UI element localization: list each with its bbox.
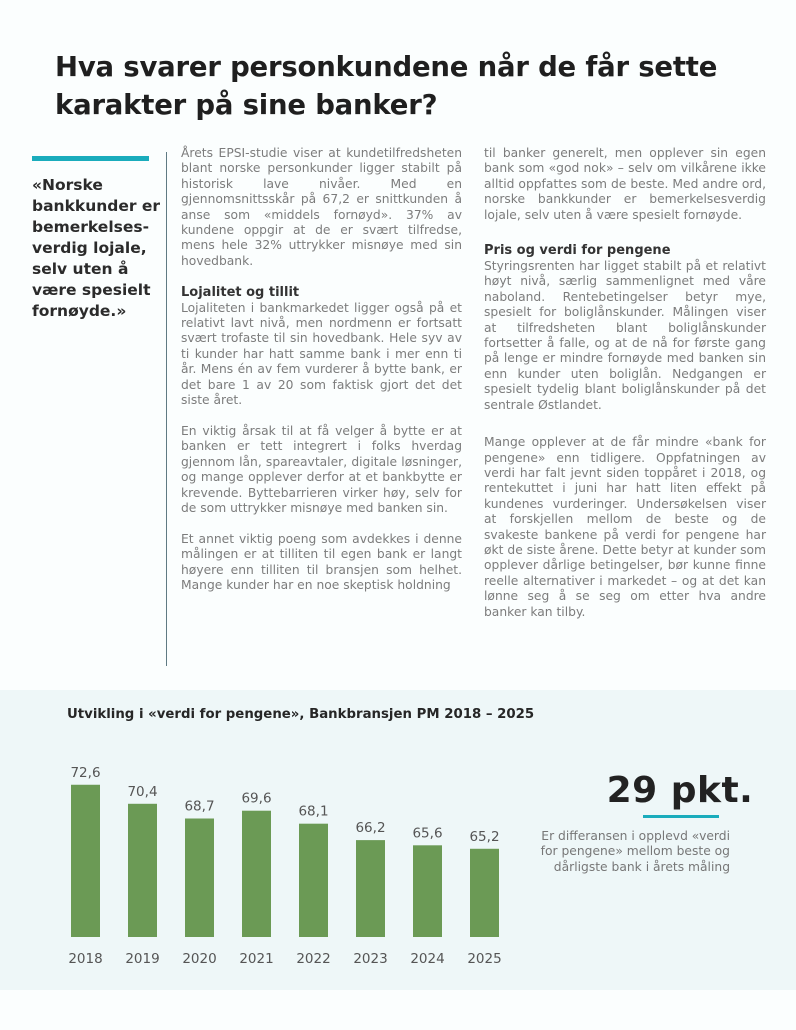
pull-quote: «Norske bankkunder er bemerkelses-verdig lojale, selv uten å være spesielt fornøyde.» <box>32 176 161 320</box>
section-heading-loyalty: Lojalitet og tillit <box>181 284 300 300</box>
intro-paragraph: Årets EPSI-studie viser at kundetilfredsheten blant norske personkunder ligger stabilt på historisk lave nivåer. Med en gjennomsnittsskår på 67,2 er snittkunden å anse som «middels fornøyd». 37% av kundene oppgir at de er svært tilfredse, mens hele 32% uttrykker misnøye med sin hovedbank. <box>181 146 462 268</box>
bar-2019 <box>128 804 157 937</box>
bar-2024 <box>413 845 442 937</box>
bar-2018 <box>71 785 100 937</box>
chart-title: Utvikling i «verdi for pengene», Bankbransjen PM 2018 – 2025 <box>67 707 535 722</box>
loyalty-paragraph-1: Lojaliteten i bankmarkedet ligger også på et relativt lavt nivå, men nordmenn er fortsatt svært trofaste til sin hovedbank. Hele syv av ti kunder har hatt samme bank i mer enn ti år. Mens én av fem vurderer å bytte bank, er det bare 1 av 20 som faktisk gjort det det siste året. <box>181 300 462 408</box>
bar-2023 <box>356 840 385 937</box>
value-label-2024: 65,6 <box>412 825 443 842</box>
loyalty-paragraph-2: En viktig årsak til at få velger å bytte er at banken er tett integrert i folks hverdag gjennom lån, spareavtaler, digitale løsninger, og mange opplever derfor at et bankbytte er krevende. Byttebarrieren virker høy, selv for de som uttrykker misnøye med banken sin. <box>181 423 462 515</box>
category-label-2025: 2025 <box>467 951 502 967</box>
category-label-2021: 2021 <box>239 951 274 967</box>
value-label-2018: 72,6 <box>70 764 101 781</box>
value-label-2020: 68,7 <box>184 798 215 815</box>
value-label-2023: 66,2 <box>355 820 386 837</box>
value-label-2019: 70,4 <box>127 783 158 800</box>
category-label-2018: 2018 <box>68 951 103 967</box>
callout-description: Er differansen i opplevd «verdi for pengene» mellom beste og dårligste bank i årets måling <box>540 829 730 874</box>
article-column-2 <box>484 146 766 635</box>
price-paragraph-1: Styringsrenten har ligget stabilt på et relativt høyt nivå, særlig sammenlignet med våre naboland. Rentebetingelser betyr mye, spesielt for boliglånskunder. Målingen viser at tilfredsheten blant boliglånskunder fortsetter å falle, og at de nå for første gang på lenge er mindre fornøyde med banken sin enn kunder uten boliglån. Nedgangen er spesielt tydelig blant boliglånskunder på det sentrale Østlandet. <box>484 259 766 412</box>
bar-2021 <box>242 811 271 937</box>
category-label-2024: 2024 <box>410 951 445 967</box>
callout-underline <box>643 815 719 818</box>
callout-value: 29 pkt. <box>606 770 754 811</box>
loyalty-paragraph-3-start: Et annet viktig poeng som avdekkes i denne målingen er at tilliten til egen bank er langt høyere enn tilliten til bransjen som helhet. Mange kunder har en noe skeptisk holdning <box>181 531 462 592</box>
article-column-1 <box>181 146 462 609</box>
section-heading-price: Pris og verdi for pengene <box>484 243 671 259</box>
quote-accent-bar <box>32 156 149 161</box>
value-label-2025: 65,2 <box>469 828 500 845</box>
bar-chart <box>0 690 560 990</box>
page-title: Hva svarer personkundene når de får sette karakter på sine banker? <box>55 51 718 121</box>
category-label-2020: 2020 <box>182 951 217 967</box>
loyalty-paragraph-3-end: til banker generelt, men opplever sin egen bank som «god nok» – selv om vilkårene ikke alltid oppfattes som de beste. Med andre ord, norske bankkunder er bemerkelsesverdig lojale, selv uten å være spesielt fornøyde. <box>484 146 766 222</box>
value-label-2021: 69,6 <box>241 790 272 807</box>
category-label-2022: 2022 <box>296 951 331 967</box>
bar-2020 <box>185 818 214 937</box>
value-label-2022: 68,1 <box>298 803 329 820</box>
price-paragraph-2: Mange opplever at de får mindre «bank for pengene» enn tidligere. Oppfatningen av verdi har falt jevnt siden toppåret i 2018, og rentekuttet i juni har hatt liten effekt på kundenes vurderinger. Undersøkelsen viser at forskjellen mellom de beste og de svakeste bankene på verdi for pengene har økt de siste årene. Dette betyr at kunder som opplever dårlige betingelser, bør kunne finne reelle alternativer i markedet – og at det kan lønne seg å se seg om etter hva andre banker kan tilby. <box>484 435 766 619</box>
column-divider <box>166 152 167 666</box>
category-label-2023: 2023 <box>353 951 388 967</box>
bar-2022 <box>299 824 328 937</box>
category-label-2019: 2019 <box>125 951 160 967</box>
bar-2025 <box>470 849 499 937</box>
